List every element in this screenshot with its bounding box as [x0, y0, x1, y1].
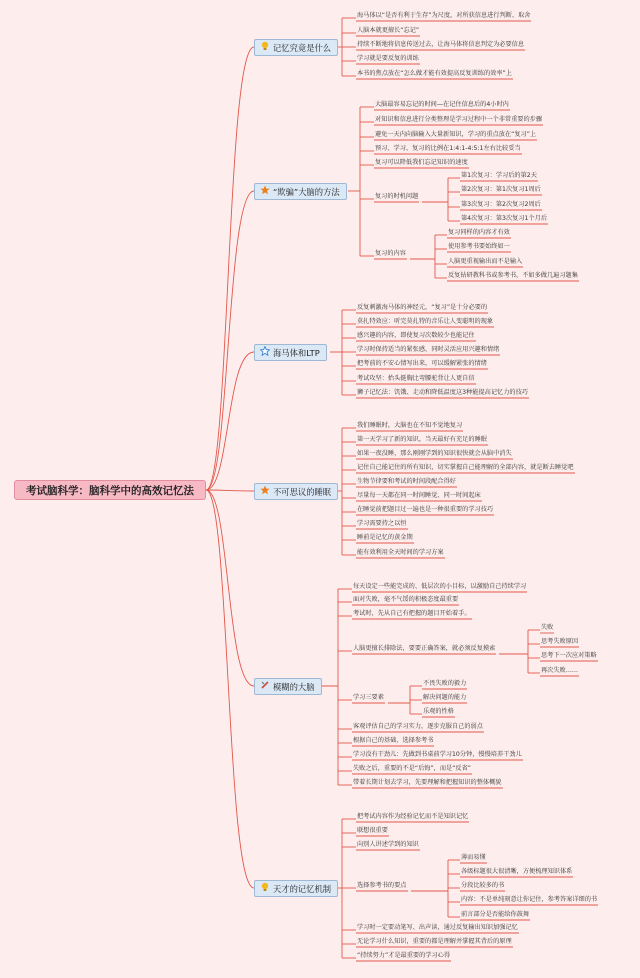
child-label[interactable]: 各级标题很大很清晰，方便梳理知识体系: [461, 868, 573, 875]
topic-1[interactable]: [254, 183, 347, 200]
child-label[interactable]: 前言部分是否能给你鼓舞: [461, 911, 530, 918]
root-connector: [206, 490, 254, 888]
topic-4[interactable]: [254, 678, 322, 695]
child-label[interactable]: 使用参考书要始终如一: [448, 243, 510, 250]
item-label[interactable]: 复习的时机问题: [375, 193, 419, 200]
item-label[interactable]: 人脑更擅长排除法，要要正确答案，就必须反复摸索: [353, 645, 496, 652]
child-label[interactable]: 分段比较多的书: [461, 882, 505, 889]
topic-5[interactable]: [254, 880, 338, 897]
child-label[interactable]: 反复钻研教科书或参考书，不如多做几遍习题集: [448, 272, 578, 279]
item-label[interactable]: 学习三要素: [353, 694, 384, 701]
item-label[interactable]: 学习就是要反复的训练: [357, 55, 419, 62]
item-label[interactable]: 反复刺激海马体的神经元，“复习”是十分必要的: [357, 304, 488, 311]
item-label[interactable]: 向别人讲述学到的知识: [357, 841, 419, 848]
root-connector: [206, 352, 254, 490]
item-label[interactable]: 考试时，先从自己有把握的题目开始着手。: [353, 610, 471, 617]
item-label[interactable]: 把考试内容作为经验记忆而不是知识记忆: [357, 813, 469, 820]
child-label[interactable]: 第4次复习：第3次复习1个月后: [461, 215, 548, 222]
item-label[interactable]: 把考前的不安心情写出来，可以缓解紧张的情绪: [357, 360, 487, 367]
topic-label: 海马体和LTP: [273, 347, 320, 358]
star-outline-icon: [259, 346, 270, 363]
item-label[interactable]: “持续努力”才是最重要的学习心得: [357, 952, 451, 959]
item-label[interactable]: 尽量每一天都在同一时间睡觉、同一时间起床: [357, 492, 481, 499]
item-label[interactable]: 莫扎特效应：听完莫扎特的音乐让人变聪明的现象: [357, 318, 494, 325]
item-label[interactable]: 每天设定一些能完成的、低层次的小目标，以激励自己持续学习: [353, 583, 527, 590]
item-label[interactable]: 生物节律要和考试的时间段配合得好: [357, 478, 456, 485]
child-label[interactable]: 思考下一次应对策略: [541, 652, 597, 659]
item-label[interactable]: 预习、学习、复习的比例在1:4:1-4:5:1左右比较妥当: [375, 145, 521, 152]
topic-3[interactable]: [254, 483, 338, 500]
child-label[interactable]: 薄而易懂: [461, 854, 486, 861]
item-label[interactable]: 学习时保持适当的紧张感，同时灵活应用兴趣和情绪: [357, 346, 500, 353]
item-label[interactable]: 持续不断地将信息传送过去，让海马体将信息判定为必要信息: [357, 41, 525, 48]
item-label[interactable]: 睡前是记忆的黄金期: [357, 534, 413, 541]
child-label[interactable]: 第1次复习：学习后的第2天: [461, 172, 537, 179]
topic-label: 记忆究竟是什么: [273, 42, 332, 53]
item-label[interactable]: 复习的内容: [375, 250, 406, 257]
item-label[interactable]: 人脑本就更擅长“忘记”: [357, 27, 420, 34]
topic-0[interactable]: [254, 39, 338, 56]
item-label[interactable]: 我们睡眠时，大脑也在不知不觉地复习: [357, 422, 463, 429]
topic-label: 不可思议的睡眠: [273, 486, 332, 497]
item-label[interactable]: 对知识和信息进行分类整理是学习过程中一个非常重要的步骤: [375, 116, 543, 123]
star-icon: [259, 485, 270, 502]
item-label[interactable]: 选择参考书的要点: [357, 882, 407, 889]
item-label[interactable]: 客观评估自己的学习实力，逐步克服自己的弱点: [353, 723, 483, 730]
child-label[interactable]: 人脑更重视输出而不是输入: [448, 258, 523, 265]
child-label[interactable]: 第3次复习：第2次复习2周后: [461, 201, 541, 208]
item-label[interactable]: 记住自己能记住的所有知识，切实掌握自己能理解的全部内容，就是断去睡觉吧: [357, 464, 574, 471]
child-label[interactable]: 复习同样的内容才有效: [448, 229, 510, 236]
item-label[interactable]: 联想很重要: [357, 827, 388, 834]
item-label[interactable]: 海马体以“是否有利于生存”为尺度，对所获信息进行判断、取舍: [357, 12, 531, 19]
item-label[interactable]: 能有效利用全天时间的学习方案: [357, 549, 444, 556]
item-label[interactable]: 面对失败，毫不气馁的积极态度最重要: [353, 596, 459, 603]
topic-label: 天才的记忆机制: [273, 883, 332, 894]
lightbulb-icon: [259, 41, 270, 58]
root-connector: [206, 490, 254, 686]
pencil-icon: [259, 680, 270, 697]
item-label[interactable]: 狮子记忆法：饥饿、走动和降低温度这3种能提高记忆力的技巧: [357, 389, 528, 396]
root-topic[interactable]: 考试脑科学：脑科学中的高效记忆法: [14, 480, 206, 500]
item-label[interactable]: 失败之后，重要的不是“后悔”，而是“反省”: [353, 765, 472, 772]
item-label[interactable]: 学习时一定要动笔写、出声读，通过反复输出知识加强记忆: [357, 924, 518, 931]
item-label[interactable]: 避免一天内向脑输入大量新知识，学习的重点放在“复习”上: [375, 131, 537, 138]
root-connector: [206, 47, 254, 490]
child-label[interactable]: 失败: [541, 624, 554, 631]
topic-2[interactable]: [254, 344, 327, 361]
item-label[interactable]: 第一天学习了新的知识，当天最好有充足的睡眠: [357, 436, 487, 443]
lightbulb-icon: [259, 882, 270, 899]
topic-label: 模糊的大脑: [273, 681, 315, 692]
child-label[interactable]: 乐观的性格: [423, 708, 454, 715]
item-label[interactable]: 学习需要持之以恒: [357, 520, 407, 527]
child-label[interactable]: 不畏失败的毅力: [423, 680, 467, 687]
item-label[interactable]: 大脑最容易忘记的时间—在记住信息后的4小时内: [375, 101, 509, 108]
child-label[interactable]: 内容：不是单纯刻意让你记住，参考答案详细的书: [461, 896, 598, 903]
item-label[interactable]: 根据自己的基础，选择参考书: [353, 737, 434, 744]
child-label[interactable]: 第2次复习：第1次复习1周后: [461, 186, 541, 193]
item-label[interactable]: 带着长期计划去学习，先要理解和把握知识的整体概貌: [353, 779, 502, 786]
item-label[interactable]: 在睡觉前把题目过一遍也是一种很重要的学习技巧: [357, 506, 494, 513]
item-label[interactable]: 无论学习什么知识，重要的都是理解并掌握其背后的原理: [357, 938, 512, 945]
root-connector: [206, 490, 254, 491]
item-label[interactable]: 考试攻坚：抬头挺胸比弯腰驼背让人更自信: [357, 375, 475, 382]
child-label[interactable]: 思考失败原因: [541, 638, 579, 645]
item-label[interactable]: 感兴趣的内容，即使复习次数较少也能记住: [357, 332, 475, 339]
child-label[interactable]: 再次失败……: [541, 667, 579, 674]
child-label[interactable]: 解决问题的能力: [423, 694, 467, 701]
topic-label: “欺骗”大脑的方法: [273, 186, 340, 197]
item-label[interactable]: 学习没有干劲儿：先做到书桌前学习10分钟，慢慢培养干劲儿: [353, 751, 522, 758]
item-label[interactable]: 复习可以降低我们忘记知识的速度: [375, 159, 468, 166]
item-label[interactable]: 如果一夜没睡，那么刚刚学到的知识很快就会从脑中消失: [357, 450, 512, 457]
star-icon: [259, 185, 270, 202]
item-label[interactable]: 本书的焦点放在“怎么做才能有效提高反复训练的效率”上: [357, 70, 512, 77]
